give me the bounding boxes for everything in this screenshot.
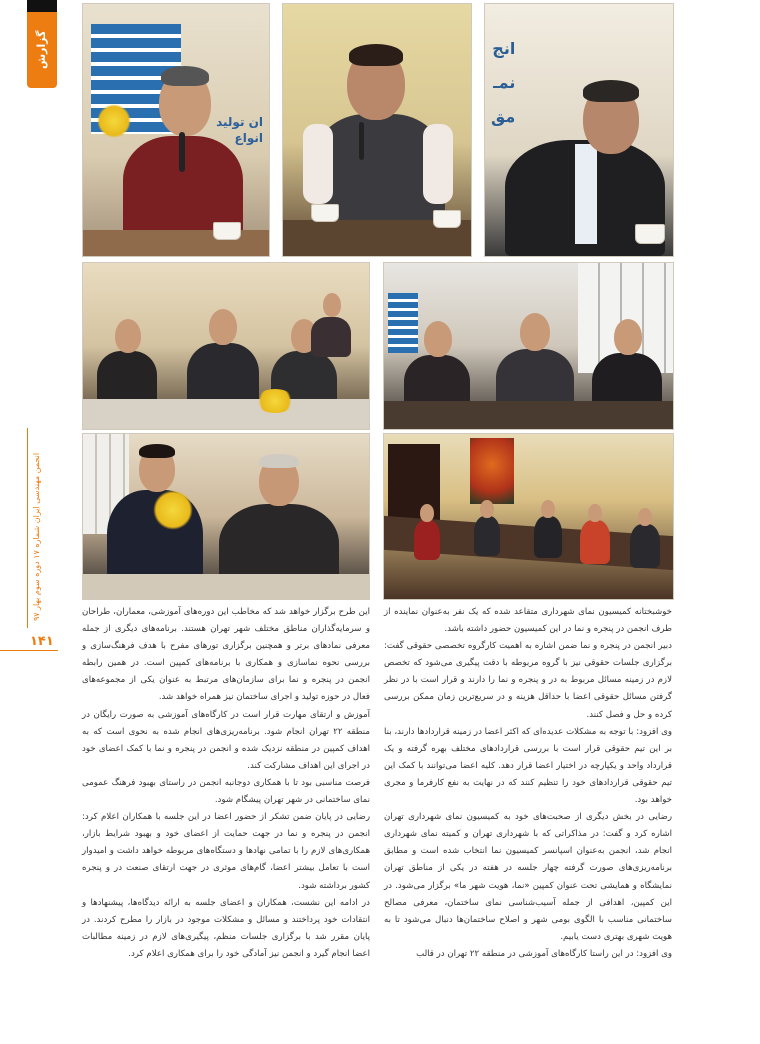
- section-label: گزارش: [35, 30, 48, 70]
- paragraph: خوشبختانه کمیسیون نمای شهرداری متقاعد شده که یک نفر به‌عنوان نماینده از طرف انجمن در پنجره و نما در این کمیسیون حضور داشته باشد.: [384, 607, 672, 635]
- brand-logo-graphic: [388, 293, 418, 353]
- page-number-rule: [0, 650, 58, 651]
- photo-audience-row: [82, 262, 370, 430]
- microphone-icon: [359, 122, 364, 160]
- paragraph: دبیر انجمن در پنجره و نما ضمن اشاره به اهمیت کارگروه تخصصی حقوقی گفت: برگزاری جلسات حقوقی نیز با گروه مربوطه با دقت پیگیری می‌شود که تخصص لازم در زمینه مسائل مربوط به در و پنجره و نما را دارند و قرار است با در نظر گرفتن مسائل حقوقی اعضا با حداقل هزینه و در سریع‌ترین زمان ممکن بررسی کرده و حل و فصل کنند.: [384, 641, 672, 720]
- paragraph: آموزش و ارتقای مهارت قرار است در کارگاه‌های آموزشی به صورت رایگان در منطقه ۲۲ تهران انجام شود. برنامه‌ریزی‌های انجام شده به نحوی است که به اهداف کمپین در منطقه نزدیک شده و انجمن در پنجره و نما با کمک اعضای خود در اجرای این اهداف مشارکت کند.: [82, 709, 370, 771]
- cup-icon: [311, 204, 339, 222]
- photo-speaker-vest: [282, 3, 472, 257]
- photo-panel-table: [383, 262, 674, 430]
- paragraph: وی افزود: با توجه به مشکلات عدیده‌ای که اکثر اعضا در زمینه قراردادها دارند، بنا بر این تیم حقوقی قرار است با بررسی قراردادهای مختلف بهره گرفته و یک قرارداد واحد و یکپارچه در اختیار اعضا قرار دهد. کلیه اعضا می‌توانند با کمک این تیم حقوقی قراردادهای خود را تنظیم کنند که در نهایت به نفع کارفرما و مجری خواهد بود.: [384, 726, 672, 806]
- article-column-left: [82, 604, 370, 963]
- section-tab: [27, 12, 57, 88]
- photo-speaker-red-sweater: ان تولید انواع: [82, 3, 270, 257]
- page-number: ۱۴۱: [30, 634, 54, 649]
- side-rule: [27, 428, 28, 628]
- flowers: [97, 104, 131, 138]
- paragraph: فرصت مناسبی بود تا با همکاری دوجانبه انجمن در راستای بهبود فرهنگ عمومی نمای ساختمانی در شهر تهران پیشگام شود.: [82, 777, 370, 806]
- flower-painting: [470, 438, 514, 504]
- paragraph: این طرح برگزار خواهد شد که مخاطب این دوره‌های آموزشی، معماران، طراحان و سرمایه‌گذاران مناطق مختلف شهر تهران هستند. برنامه‌های دیگری از جمله معرفی نمادهای برتر و همچنین برگزاری تورهای مفرح با هدف فرهنگ‌سازی و بررسی نحوه نماسازی و همکاری با برنامه‌های کمپین است. در همین رابطه انجمن در پنجره و نما برای سازمان‌های مرتبط به عنوان یکی از مجموعه‌های فعال در حوزه تولید و اجرای ساختمان نیز همراه خواهد شد.: [82, 607, 370, 703]
- paragraph: رضایی در پایان ضمن تشکر از حضور اعضا در این جلسه با همکاران اعلام کرد: انجمن در پنجره و نما در جهت حمایت از اعضای خود و بهبود شرایط بازار، همکاری‌های لازم را با تمامی نهادها و دستگاه‌های مربوطه خواهد داشت و امیدوار است با تعامل بیشتر اعضا، گام‌های موثری در جهت ارتقای صنعت در و پنجره کشور برداشته شود.: [82, 812, 370, 891]
- microphone-icon: [179, 132, 185, 172]
- cup-icon: [433, 210, 461, 228]
- photo-meeting-room: [383, 433, 674, 600]
- flowers: [255, 389, 295, 413]
- paragraph: رضایی در بخش دیگری از صحبت‌های خود به کمیسیون نمای شهرداری تهران اشاره کرد و گفت: در مذاکراتی که با شهرداری تهران و کمیته نمای شهرداری انجام شد، انجمن به‌عنوان اسپانسر کمیسیون نما انتخاب شده است و مطابق برنامه‌ریزی‌های صورت گرفته چهار جلسه در هفته در یکی از مناطق تهران نمایشگاه و همایشی تحت عنوان کمپین «نما، هویت شهر ما» برگزار می‌شود. در این کمپین، اهدافی از جمله آسیب‌شناسی نمای ساختمان، معرفی مصالح ساختمانی مناسب با الگوی بومی شهر و اصلاح ساختمان‌ها دنبال می‌شود تا به هویت شهری بهتری دست یابیم.: [384, 812, 672, 942]
- paragraph: در ادامه این نشست، همکاران و اعضای جلسه به ارائه دیدگاه‌ها، پیشنهادها و انتقادات خود پرداختند و مسائل و مشکلات موجود در بازار را مطرح کردند. در پایان مقرر شد با برگزاری جلسات منظم، پیگیری‌های لازم در زمینه مطالبات اعضا انجام گیرد و انجمن نیز آمادگی خود را برای همکاری اعلام کرد.: [82, 897, 370, 959]
- issue-line: انجمن مهندسی ایران شماره ۱۷ دوره سوم بهار ۹۷: [32, 452, 41, 622]
- cup-icon: [635, 224, 665, 244]
- photo-two-guests: [82, 433, 370, 600]
- article-column-right: [384, 604, 672, 963]
- paragraph: وی افزود: در این راستا کارگاه‌های آموزشی در منطقه ۲۲ تهران در قالب: [416, 948, 672, 959]
- flowers: [153, 490, 193, 530]
- photo-panelist-jacket: انج نمـ مق: [484, 3, 674, 257]
- cup-icon: [213, 222, 241, 240]
